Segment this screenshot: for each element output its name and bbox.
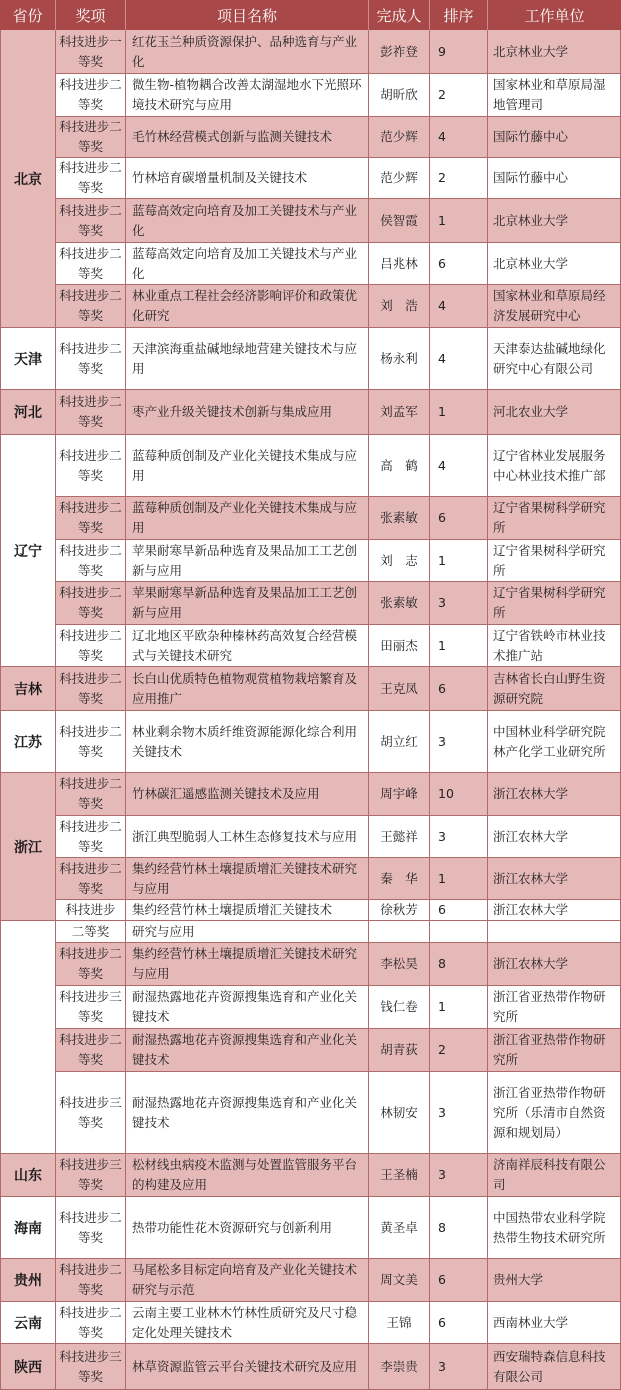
award-cell: 科技进步二等奖 bbox=[56, 1302, 126, 1344]
table-row bbox=[56, 625, 621, 667]
rank-cell: 8 bbox=[430, 943, 488, 986]
table-row bbox=[56, 435, 621, 497]
project-cell: 长白山优质特色植物观赏植物栽培繁育及应用推广 bbox=[126, 667, 369, 711]
award-cell: 科技进步二等奖 bbox=[56, 1259, 126, 1302]
project-cell: 竹林培育碳增量机制及关键技术 bbox=[126, 158, 369, 199]
award-cell: 科技进步二等奖 bbox=[56, 773, 126, 816]
rank-cell: 10 bbox=[430, 773, 488, 816]
award-cell: 科技进步二等奖 bbox=[56, 1197, 126, 1259]
person-cell: 周文美 bbox=[369, 1259, 430, 1302]
rank-cell: 3 bbox=[430, 1072, 488, 1154]
province-cell: 山东 bbox=[0, 1154, 56, 1197]
award-cell: 科技进步二等奖 bbox=[56, 582, 126, 625]
project-cell: 浙江典型脆弱人工林生态修复技术与应用 bbox=[126, 816, 369, 858]
rank-cell: 3 bbox=[430, 816, 488, 858]
header-rank: 排序 bbox=[430, 0, 488, 30]
unit-cell: 西南林业大学 bbox=[488, 1302, 621, 1344]
unit-cell: 国际竹藤中心 bbox=[488, 117, 621, 158]
person-cell: 刘 志 bbox=[369, 540, 430, 582]
project-cell: 辽北地区平欧杂种榛林药高效复合经营模式与关键技术研究 bbox=[126, 625, 369, 667]
person-cell: 周宇峰 bbox=[369, 773, 430, 816]
table-row bbox=[56, 582, 621, 625]
project-cell: 耐湿热露地花卉资源搜集选育和产业化关键技术 bbox=[126, 1029, 369, 1072]
award-cell: 科技进步三等奖 bbox=[56, 1154, 126, 1197]
header-province: 省份 bbox=[0, 0, 56, 30]
table-row bbox=[56, 816, 621, 858]
table-row bbox=[56, 858, 621, 900]
project-cell: 集约经营竹林土壤提质增汇关键技术研究与应用 bbox=[126, 858, 369, 900]
rank-cell: 9 bbox=[430, 30, 488, 74]
award-cell: 科技进步二等奖 bbox=[56, 816, 126, 858]
person-cell bbox=[369, 921, 430, 943]
award-cell: 科技进步二等奖 bbox=[56, 328, 126, 390]
unit-cell: 北京林业大学 bbox=[488, 243, 621, 285]
person-cell: 刘 浩 bbox=[369, 285, 430, 328]
project-cell: 蓝莓种质创制及产业化关键技术集成与应用 bbox=[126, 435, 369, 497]
rank-cell: 3 bbox=[430, 711, 488, 773]
award-cell: 科技进步二等奖 bbox=[56, 285, 126, 328]
rank-cell: 4 bbox=[430, 117, 488, 158]
unit-cell: 浙江农林大学 bbox=[488, 943, 621, 986]
header-project: 项目名称 bbox=[126, 0, 369, 30]
table-row bbox=[56, 497, 621, 540]
province-cell: 北京 bbox=[0, 30, 56, 328]
person-cell: 黄圣卓 bbox=[369, 1197, 430, 1259]
table-row bbox=[56, 711, 621, 773]
table-row bbox=[56, 328, 621, 390]
table-row bbox=[56, 1259, 621, 1302]
province-cell: 浙江 bbox=[0, 773, 56, 921]
rank-cell: 6 bbox=[430, 667, 488, 711]
unit-cell: 辽宁省铁岭市林业技术推广站 bbox=[488, 625, 621, 667]
rank-cell: 1 bbox=[430, 540, 488, 582]
unit-cell: 西安瑞特森信息科技有限公司 bbox=[488, 1344, 621, 1390]
award-cell: 二等奖 bbox=[56, 921, 126, 943]
project-cell: 红花玉兰种质资源保护、品种选育与产业化 bbox=[126, 30, 369, 74]
project-cell: 集约经营竹林土壤提质增汇关键技术研究与应用 bbox=[126, 943, 369, 986]
rank-cell: 6 bbox=[430, 1302, 488, 1344]
rank-cell: 8 bbox=[430, 1197, 488, 1259]
rank-cell: 6 bbox=[430, 243, 488, 285]
table-row bbox=[56, 667, 621, 711]
table-row bbox=[56, 30, 621, 74]
award-cell: 科技进步二等奖 bbox=[56, 625, 126, 667]
province-cell: 陕西 bbox=[0, 1344, 56, 1390]
table-row bbox=[56, 199, 621, 243]
person-cell: 彭祚登 bbox=[369, 30, 430, 74]
rank-cell: 4 bbox=[430, 328, 488, 390]
rank-cell: 1 bbox=[430, 199, 488, 243]
award-cell: 科技进步三等奖 bbox=[56, 1072, 126, 1154]
unit-cell: 浙江农林大学 bbox=[488, 858, 621, 900]
rank-cell: 1 bbox=[430, 390, 488, 435]
unit-cell: 辽宁省果树科学研究所 bbox=[488, 497, 621, 540]
rank-cell: 3 bbox=[430, 1154, 488, 1197]
project-cell: 耐湿热露地花卉资源搜集选育和产业化关键技术 bbox=[126, 1072, 369, 1154]
project-cell: 云南主要工业林木竹林性质研究及尺寸稳定化处理关键技术 bbox=[126, 1302, 369, 1344]
award-cell: 科技进步二等奖 bbox=[56, 711, 126, 773]
unit-cell: 吉林省长白山野生资源研究院 bbox=[488, 667, 621, 711]
table-row bbox=[56, 921, 621, 943]
project-cell: 苹果耐寒旱新品种选育及果品加工工艺创新与应用 bbox=[126, 582, 369, 625]
rank-cell: 2 bbox=[430, 1029, 488, 1072]
rank-cell: 6 bbox=[430, 497, 488, 540]
project-cell: 苹果耐寒旱新品种选育及果品加工工艺创新与应用 bbox=[126, 540, 369, 582]
award-cell: 科技进步二等奖 bbox=[56, 117, 126, 158]
table-row bbox=[56, 1302, 621, 1344]
table-row bbox=[56, 158, 621, 199]
table-row bbox=[56, 540, 621, 582]
rank-cell: 3 bbox=[430, 582, 488, 625]
award-cell: 科技进步二等奖 bbox=[56, 497, 126, 540]
unit-cell: 浙江农林大学 bbox=[488, 816, 621, 858]
person-cell: 范少辉 bbox=[369, 117, 430, 158]
person-cell: 王圣楠 bbox=[369, 1154, 430, 1197]
province-cell: 河北 bbox=[0, 390, 56, 435]
table-row bbox=[56, 1072, 621, 1154]
unit-cell: 河北农业大学 bbox=[488, 390, 621, 435]
person-cell: 胡青荻 bbox=[369, 1029, 430, 1072]
award-cell: 科技进步二等奖 bbox=[56, 943, 126, 986]
person-cell: 吕兆林 bbox=[369, 243, 430, 285]
rank-cell bbox=[430, 921, 488, 943]
project-cell: 毛竹林经营模式创新与监测关键技术 bbox=[126, 117, 369, 158]
province-cell bbox=[0, 921, 56, 1154]
person-cell: 林韧安 bbox=[369, 1072, 430, 1154]
rank-cell: 6 bbox=[430, 900, 488, 921]
province-cell: 吉林 bbox=[0, 667, 56, 711]
person-cell: 王克凤 bbox=[369, 667, 430, 711]
award-cell: 科技进步三等奖 bbox=[56, 986, 126, 1029]
person-cell: 刘孟军 bbox=[369, 390, 430, 435]
rank-cell: 1 bbox=[430, 858, 488, 900]
rank-cell: 4 bbox=[430, 285, 488, 328]
project-cell: 林业剩余物木质纤维资源能源化综合利用关键技术 bbox=[126, 711, 369, 773]
unit-cell: 国家林业和草原局经济发展研究中心 bbox=[488, 285, 621, 328]
project-cell: 枣产业升级关键技术创新与集成应用 bbox=[126, 390, 369, 435]
award-cell: 科技进步二等奖 bbox=[56, 390, 126, 435]
award-cell: 科技进步二等奖 bbox=[56, 858, 126, 900]
table-row bbox=[56, 390, 621, 435]
person-cell: 李崇贵 bbox=[369, 1344, 430, 1390]
rank-cell: 6 bbox=[430, 1259, 488, 1302]
award-cell: 科技进步二等奖 bbox=[56, 667, 126, 711]
unit-cell: 辽宁省果树科学研究所 bbox=[488, 582, 621, 625]
award-cell: 科技进步二等奖 bbox=[56, 158, 126, 199]
person-cell: 田丽杰 bbox=[369, 625, 430, 667]
unit-cell: 浙江省亚热带作物研究所 bbox=[488, 986, 621, 1029]
project-cell: 马尾松多目标定向培育及产业化关键技术研究与示范 bbox=[126, 1259, 369, 1302]
province-cell: 贵州 bbox=[0, 1259, 56, 1302]
award-cell: 科技进步三等奖 bbox=[56, 1344, 126, 1390]
unit-cell bbox=[488, 921, 621, 943]
rank-cell: 2 bbox=[430, 74, 488, 117]
unit-cell: 国际竹藤中心 bbox=[488, 158, 621, 199]
person-cell: 范少辉 bbox=[369, 158, 430, 199]
award-cell: 科技进步二等奖 bbox=[56, 74, 126, 117]
unit-cell: 北京林业大学 bbox=[488, 199, 621, 243]
rank-cell: 1 bbox=[430, 625, 488, 667]
person-cell: 胡昕欣 bbox=[369, 74, 430, 117]
unit-cell: 国家林业和草原局湿地管理司 bbox=[488, 74, 621, 117]
award-cell: 科技进步二等奖 bbox=[56, 243, 126, 285]
project-cell: 耐湿热露地花卉资源搜集选育和产业化关键技术 bbox=[126, 986, 369, 1029]
project-cell: 林草资源监管云平台关键技术研究及应用 bbox=[126, 1344, 369, 1390]
award-cell: 科技进步二等奖 bbox=[56, 435, 126, 497]
unit-cell: 贵州大学 bbox=[488, 1259, 621, 1302]
table-row bbox=[56, 1029, 621, 1072]
unit-cell: 辽宁省林业发展服务中心林业技术推广部 bbox=[488, 435, 621, 497]
unit-cell: 浙江省亚热带作物研究所 bbox=[488, 1029, 621, 1072]
award-cell: 科技进步二等奖 bbox=[56, 199, 126, 243]
table-row bbox=[56, 74, 621, 117]
table-row bbox=[56, 1344, 621, 1390]
person-cell: 张素敏 bbox=[369, 582, 430, 625]
project-cell: 林业重点工程社会经济影响评价和政策优化研究 bbox=[126, 285, 369, 328]
person-cell: 李松昊 bbox=[369, 943, 430, 986]
unit-cell: 中国热带农业科学院热带生物技术研究所 bbox=[488, 1197, 621, 1259]
project-cell: 天津滨海重盐碱地绿地营建关键技术与应用 bbox=[126, 328, 369, 390]
project-cell: 竹林碳汇遥感监测关键技术及应用 bbox=[126, 773, 369, 816]
person-cell: 胡立红 bbox=[369, 711, 430, 773]
award-cell: 科技进步二等奖 bbox=[56, 540, 126, 582]
unit-cell: 辽宁省果树科学研究所 bbox=[488, 540, 621, 582]
table-row bbox=[56, 243, 621, 285]
header-award: 奖项 bbox=[56, 0, 126, 30]
rank-cell: 4 bbox=[430, 435, 488, 497]
table-row bbox=[56, 1154, 621, 1197]
unit-cell: 济南祥辰科技有限公司 bbox=[488, 1154, 621, 1197]
person-cell: 高 鹤 bbox=[369, 435, 430, 497]
project-cell: 蓝莓高效定向培育及加工关键技术与产业化 bbox=[126, 199, 369, 243]
project-cell: 集约经营竹林土壤提质增汇关键技术 bbox=[126, 900, 369, 921]
person-cell: 秦 华 bbox=[369, 858, 430, 900]
province-cell: 辽宁 bbox=[0, 435, 56, 667]
province-cell: 江苏 bbox=[0, 711, 56, 773]
province-cell: 海南 bbox=[0, 1197, 56, 1259]
unit-cell: 中国林业科学研究院林产化学工业研究所 bbox=[488, 711, 621, 773]
unit-cell: 浙江农林大学 bbox=[488, 900, 621, 921]
table-row bbox=[56, 943, 621, 986]
table-row bbox=[56, 900, 621, 921]
person-cell: 王锦 bbox=[369, 1302, 430, 1344]
project-cell: 蓝莓高效定向培育及加工关键技术与产业化 bbox=[126, 243, 369, 285]
province-cell: 云南 bbox=[0, 1302, 56, 1344]
table-row bbox=[56, 986, 621, 1029]
unit-cell: 天津泰达盐碱地绿化研究中心有限公司 bbox=[488, 328, 621, 390]
table-row bbox=[56, 773, 621, 816]
header-person: 完成人 bbox=[369, 0, 430, 30]
person-cell: 张素敏 bbox=[369, 497, 430, 540]
project-cell: 微生物-植物耦合改善太湖湿地水下光照环境技术研究与应用 bbox=[126, 74, 369, 117]
person-cell: 钱仁卷 bbox=[369, 986, 430, 1029]
table-row bbox=[56, 117, 621, 158]
unit-cell: 浙江农林大学 bbox=[488, 773, 621, 816]
province-cell: 天津 bbox=[0, 328, 56, 390]
person-cell: 徐秋芳 bbox=[369, 900, 430, 921]
award-cell: 科技进步二等奖 bbox=[56, 1029, 126, 1072]
rank-cell: 2 bbox=[430, 158, 488, 199]
rank-cell: 1 bbox=[430, 986, 488, 1029]
project-cell: 热带功能性花木资源研究与创新利用 bbox=[126, 1197, 369, 1259]
person-cell: 王懿祥 bbox=[369, 816, 430, 858]
award-cell: 科技进步一等奖 bbox=[56, 30, 126, 74]
header-unit: 工作单位 bbox=[488, 0, 621, 30]
person-cell: 侯智霞 bbox=[369, 199, 430, 243]
unit-cell: 浙江省亚热带作物研究所（乐清市自然资源和规划局） bbox=[488, 1072, 621, 1154]
unit-cell: 北京林业大学 bbox=[488, 30, 621, 74]
rank-cell: 3 bbox=[430, 1344, 488, 1390]
table-row bbox=[56, 285, 621, 328]
project-cell: 松材线虫病疫木监测与处置监管服务平台的构建及应用 bbox=[126, 1154, 369, 1197]
table-row bbox=[56, 1197, 621, 1259]
person-cell: 杨永利 bbox=[369, 328, 430, 390]
project-cell: 研究与应用 bbox=[126, 921, 369, 943]
project-cell: 蓝莓种质创制及产业化关键技术集成与应用 bbox=[126, 497, 369, 540]
award-cell: 科技进步 bbox=[56, 900, 126, 921]
